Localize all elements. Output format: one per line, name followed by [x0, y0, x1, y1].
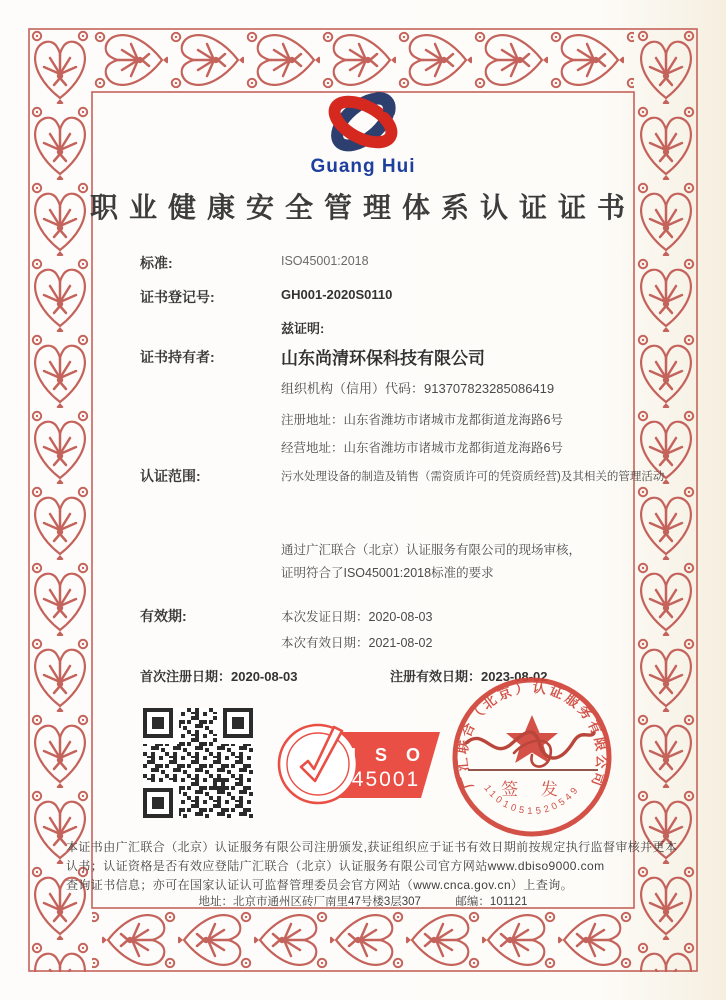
holder-label: 证书持有者:: [140, 349, 215, 365]
validity-label: 有效期:: [140, 608, 187, 624]
issuer-address: 地址：北京市通州区砖厂南里47号楼3层307 邮编：101121: [198, 896, 528, 908]
seal-issued-text: 签 发: [501, 780, 567, 799]
footer-line-2: 认书；认证资格是否有效应登陆广汇联合（北京）认证服务有限公司官方网站www.dbiso9000.com: [66, 859, 605, 873]
standard-value: ISO45001:2018: [281, 254, 369, 268]
brand-logo: [298, 84, 428, 160]
certify-intro: 兹证明:: [281, 321, 325, 336]
registration-number-value: GH001-2020S0110: [281, 287, 393, 302]
standard-label: 标准:: [140, 255, 173, 271]
audit-statement-line2: 证明符合了ISO45001:2018标准的要求: [281, 566, 494, 580]
badge-code-text: 45001: [351, 768, 421, 791]
holder-name: 山东尚清环保科技有限公司: [281, 349, 485, 368]
certificate-title: 职业健康安全管理体系认证证书: [89, 192, 636, 223]
registered-address: 注册地址：山东省潍坊市诸城市龙都街道龙海路6号: [281, 413, 563, 427]
issue-date: 本次发证日期：2020-08-03: [281, 610, 433, 624]
iso-45001-badge: [276, 716, 440, 810]
scope-value: 污水处理设备的制造及销售（需资质许可的凭资质经营)及其相关的管理活动: [281, 471, 665, 483]
qr-code: [143, 708, 253, 818]
registration-number-label: 证书登记号:: [140, 289, 215, 305]
brand-name: Guang Hui: [310, 156, 416, 177]
org-code: 组织机构（信用）代码：913707823285086419: [281, 381, 555, 396]
seal-serial-number: 1101051520549: [481, 783, 583, 817]
logo-rings-icon: [298, 84, 428, 160]
business-address: 经营地址：山东省潍坊市诸城市龙都街道龙海路6号: [281, 441, 563, 455]
first-registration-date: 首次注册日期：2020-08-03: [140, 669, 298, 684]
registration-valid-date: 注册有效日期：2023-08-02: [390, 669, 548, 684]
seal-company-text: 广汇联合（北京）认证服务有限公司: [454, 679, 610, 791]
footer-line-3: 查询证书信息；亦可在国家认证认可监督管理委员会官方网站（www.cnca.gov.cn）上查询。: [66, 878, 574, 892]
audit-statement-line1: 通过广汇联合（北京）认证服务有限公司的现场审核，: [281, 543, 582, 557]
badge-iso-text: I S O: [350, 745, 428, 765]
scope-label: 认证范围:: [140, 468, 201, 484]
footer-line-1: 本证书由广汇联合（北京）认证服务有限公司注册颁发,获证组织应于证书有效日期前按规定执行监督审核并更本: [66, 840, 678, 854]
issuer-seal: [445, 670, 619, 844]
valid-until-date: 本次有效日期：2021-08-02: [281, 636, 433, 650]
